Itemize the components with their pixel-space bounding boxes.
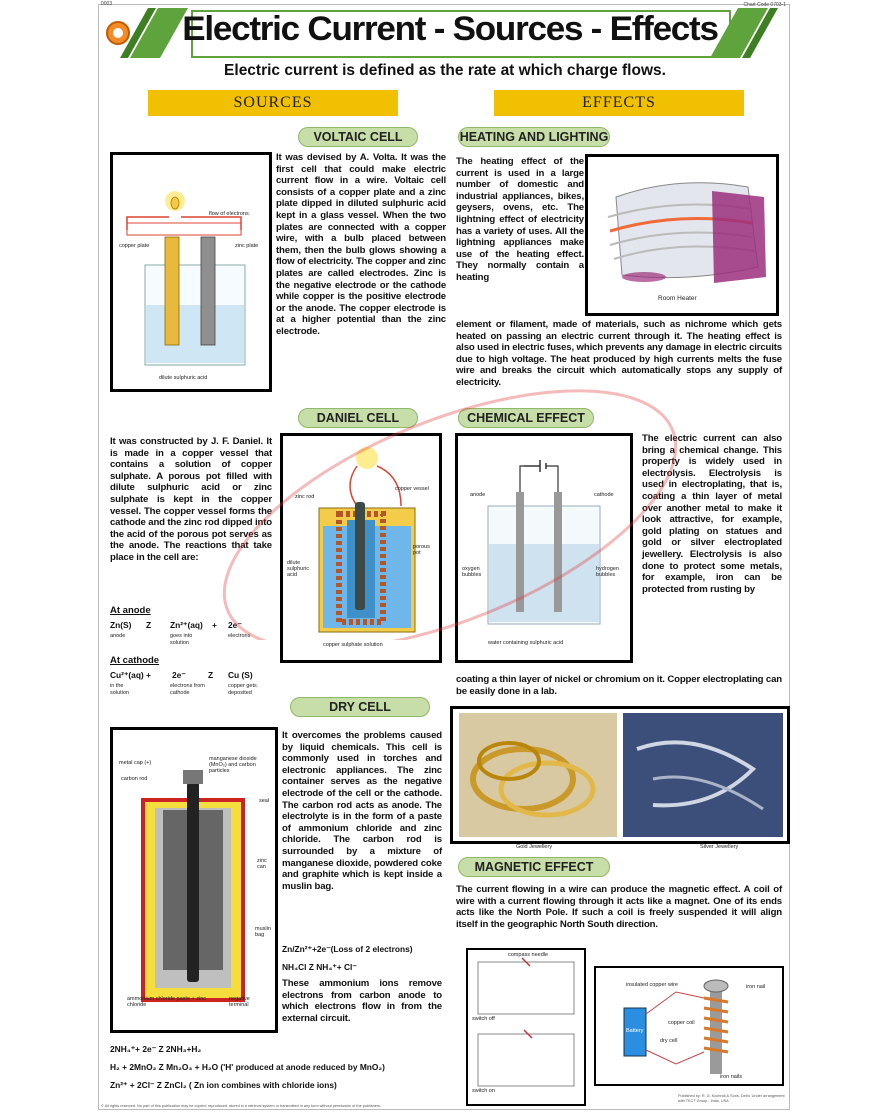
voltaic-cell-diagram bbox=[110, 152, 272, 392]
electrolysis-diagram bbox=[455, 433, 633, 663]
dry-eq1: Zn/Zn²⁺+2e⁻(Loss of 2 electrons) bbox=[282, 944, 413, 954]
dry-eq3: 2NH₄⁺+ 2e⁻ Z 2NH₃+H₂ bbox=[110, 1044, 202, 1054]
cathode-eq-ion: Cu²⁺(aq) + bbox=[110, 670, 151, 680]
voltaic-flow-label: flow of electrons bbox=[209, 211, 249, 217]
dry-eq2: NH₄Cl Z NH₄⁺+ Cl⁻ bbox=[282, 962, 357, 972]
daniel-cell-diagram bbox=[280, 433, 442, 663]
gold-jewellery-caption: Gold Jewellery bbox=[516, 844, 553, 850]
magnetic-effect-heading: MAGNETIC EFFECT bbox=[458, 857, 610, 877]
cathode-eq-product: Cu (S) bbox=[228, 670, 253, 680]
silver-jewellery-caption: Silver Jewellery bbox=[700, 844, 739, 850]
anode-sub-electrons: electrons bbox=[228, 633, 251, 639]
anode-eq-plus: + bbox=[212, 620, 217, 630]
dry-muslin-label: muslin bag bbox=[255, 926, 271, 938]
heating-text-wide: element or filament, made of materials, such as nichrome which gets heated on passing an electric current through it. The heating effect is also used in electric fuses, which prevents any damage in electric circuits due to high voltage. The heat produced by high currents melts the fuse wire and breaks the circuit which automatically stops any supply of electricity. bbox=[456, 319, 782, 388]
electromagnet-diagram bbox=[594, 966, 784, 1086]
daniel-cell-heading: DANIEL CELL bbox=[298, 408, 418, 428]
iron-filings-label: iron nails bbox=[720, 1074, 743, 1080]
anode-eq-ion: Zn²⁺(aq) bbox=[170, 620, 203, 630]
jewellery-photos bbox=[450, 706, 790, 844]
switch-off-label: switch off bbox=[472, 1016, 495, 1022]
compass-circuit-diagram bbox=[466, 948, 586, 1106]
cathode-sub-electrons: electrons from cathode bbox=[170, 683, 205, 696]
battery-label: Battery bbox=[626, 1028, 644, 1034]
voltaic-cell-text: It was devised by A. Volta. It was the first cell that could make electric current flow in a wire. Voltaic cell consists of a copper plate and a zinc plate dipped in diluted sulphuric acid kept in a glass vessel. When the two plates are connected with a copper wire, with a bulb placed between them, then the bulb glows showing a flow of electricity. The copper and zinc plates are called electrodes. Zinc is the negative electrode or the cathode while copper is the positive electrode or the anode. The copper electrode is at a higher potential than the zinc electrode. bbox=[276, 152, 446, 337]
at-anode-label: At anode bbox=[110, 605, 151, 616]
dry-cell-heading: DRY CELL bbox=[290, 697, 430, 717]
daniel-pot-label: porous pot bbox=[413, 544, 430, 556]
dry-rod-label: carbon rod bbox=[121, 776, 148, 782]
dry-mno2-label: manganese dioxide (MnO₂) and carbon particles bbox=[209, 756, 257, 774]
voltaic-acid-label: dilute sulphuric acid bbox=[159, 375, 208, 381]
page-title: Electric Current - Sources - Effects bbox=[182, 10, 718, 48]
subtitle: Electric current is defined as the rate at which charge flows. bbox=[224, 62, 666, 79]
cathode-sub-copper: copper gets deposited bbox=[228, 683, 257, 696]
daniel-vessel-label: copper vessel bbox=[395, 486, 429, 492]
electrolysis-cathode-label: cathode bbox=[594, 492, 614, 498]
top-code: 0003 bbox=[101, 1, 113, 7]
chemical-effect-heading: CHEMICAL EFFECT bbox=[458, 408, 594, 428]
dry-zinc-label: zinc can bbox=[257, 858, 267, 870]
chemical-text-narrow: The electric current can also bring a chemical change. This property is widely used in electrolysis. Electrolysis is used in electroplating, that is, coating a thin layer of metal over another metal to make it look attractive, for example, gold plating on statues and gold or silver electroplated jewellery. Electrolysis is also done to protect some metals, for example, iron can be protected from rusting by bbox=[642, 433, 782, 595]
compass-needle-label: compass needle bbox=[508, 952, 549, 958]
effects-heading: EFFECTS bbox=[494, 90, 744, 116]
sources-heading: SOURCES bbox=[148, 90, 398, 116]
dry-seal-label: seal bbox=[259, 798, 270, 804]
chart-code: Chart Code 0703-1 bbox=[743, 2, 786, 8]
anode-eq-electrons: 2e⁻ bbox=[228, 620, 242, 630]
daniel-cell-text: It was constructed by J. F. Daniel. It is made in a copper vessel that contains a solution of copper sulphate. A porous pot filled with dilute sulphuric acid or zinc sulphate is kept in the copper vessel. The copper vessel forms the cathode and the zinc rod dipped into the acid of the porous pot serves as the anode. The reactions that take place in the cell are: bbox=[110, 436, 272, 563]
electrolysis-anode-label: anode bbox=[470, 492, 486, 498]
dry-paste-label: ammonium chloride paste + zinc chloride bbox=[127, 996, 207, 1008]
anode-sub-solution: goes into solution bbox=[170, 633, 193, 646]
electrolysis-hydrogen-label: hydrogen bubbles bbox=[596, 566, 619, 578]
cathode-eq-electrons: 2e⁻ bbox=[172, 670, 186, 680]
anode-sub-anode: anode bbox=[110, 633, 126, 639]
dry-cell-label: dry cell bbox=[660, 1038, 678, 1044]
dry-neg-label: negative terminal bbox=[229, 996, 250, 1008]
voltaic-copper-label: copper plate bbox=[119, 243, 150, 249]
electrolysis-water-label: water containing sulphuric acid bbox=[488, 640, 564, 646]
footer-right: Published by: R. G. Kochrall & Sons, Delhi. Under arrangement with TKCT Group - India, USA bbox=[678, 1094, 785, 1103]
heating-text-narrow: The heating effect of the current is used in a large number of domestic and industrial appliances, bikes, geysers, ovens, etc. The lightning effect of electricity has a variety of uses. All the lightning appliances make use of the heating effect. They normally contain a heating bbox=[456, 156, 584, 283]
daniel-acid-label: dilute sulphuric acid bbox=[287, 560, 310, 578]
voltaic-cell-heading: VOLTAIC CELL bbox=[298, 127, 418, 147]
dry-cap-label: metal cap (+) bbox=[119, 760, 152, 766]
insulated-wire-label: insulated copper wire bbox=[626, 982, 678, 988]
electrolysis-oxygen-label: oxygen bubbles bbox=[462, 566, 482, 578]
room-heater-image bbox=[585, 154, 779, 316]
footer-left: © All rights reserved. No part of this publication may be copied, reproduced, stored in a retrieval system or transmitted in any form without permission of the publishers. bbox=[101, 1104, 382, 1108]
switch-on-label: switch on bbox=[472, 1088, 495, 1094]
dry-cell-text: It overcomes the problems caused by liquid chemicals. This cell is commonly used in torches and electronic appliances. The zinc container serves as the negative electrode of the cell or the cathode. The carbon rod acts as anode. The electrolyte is in the form of a paste of ammonium chloride and zinc chloride. The carbon rod is surrounded by a mixture of manganese dioxide, powdered coke and graphite which is kept inside a muslin bag. bbox=[282, 730, 442, 892]
dry-eq4: H₂ + 2MnO₂ Z Mn₂O₃ + H₂O ('H' produced at anode reduced by MnO₂) bbox=[110, 1062, 385, 1072]
heating-heading: HEATING AND LIGHTING bbox=[458, 127, 610, 147]
dry-eq5: Zn²⁺ + 2Cl⁻ Z ZnCl₂ ( Zn ion combines with chloride ions) bbox=[110, 1080, 337, 1090]
daniel-solution-label: copper sulphate solution bbox=[323, 642, 383, 648]
dry-cell-diagram bbox=[110, 727, 278, 1033]
room-heater-caption: Room Heater bbox=[658, 295, 697, 302]
dry-cell-text2: These ammonium ions remove electrons from carbon anode to which electrons flow in from the external circuit. bbox=[282, 978, 442, 1024]
chemical-text-wide: coating a thin layer of nickel or chromium on it. Copper electroplating can be easily done in a lab. bbox=[456, 674, 782, 697]
magnetic-text: The current flowing in a wire can produce the magnetic effect. A coil of wire with a current flowing through it acts like a magnet. One of its ends acts like the North Pole. If such a coil is freely suspended it will align itself in the geographic North South direction. bbox=[456, 884, 782, 930]
cathode-eq-arrow: Z bbox=[208, 670, 214, 680]
daniel-zinc-label: zinc rod bbox=[295, 494, 315, 500]
voltaic-zinc-label: zinc plate bbox=[235, 243, 259, 249]
cathode-sub-solution: in the solution bbox=[110, 683, 129, 696]
anode-eq-reactant: Zn(S) bbox=[110, 620, 132, 630]
logo-icon bbox=[106, 21, 130, 45]
anode-eq-arrow: Z bbox=[146, 620, 152, 630]
iron-nail-label: iron nail bbox=[746, 984, 766, 990]
at-cathode-label: At cathode bbox=[110, 655, 160, 666]
copper-coil-label: copper coil bbox=[668, 1020, 695, 1026]
